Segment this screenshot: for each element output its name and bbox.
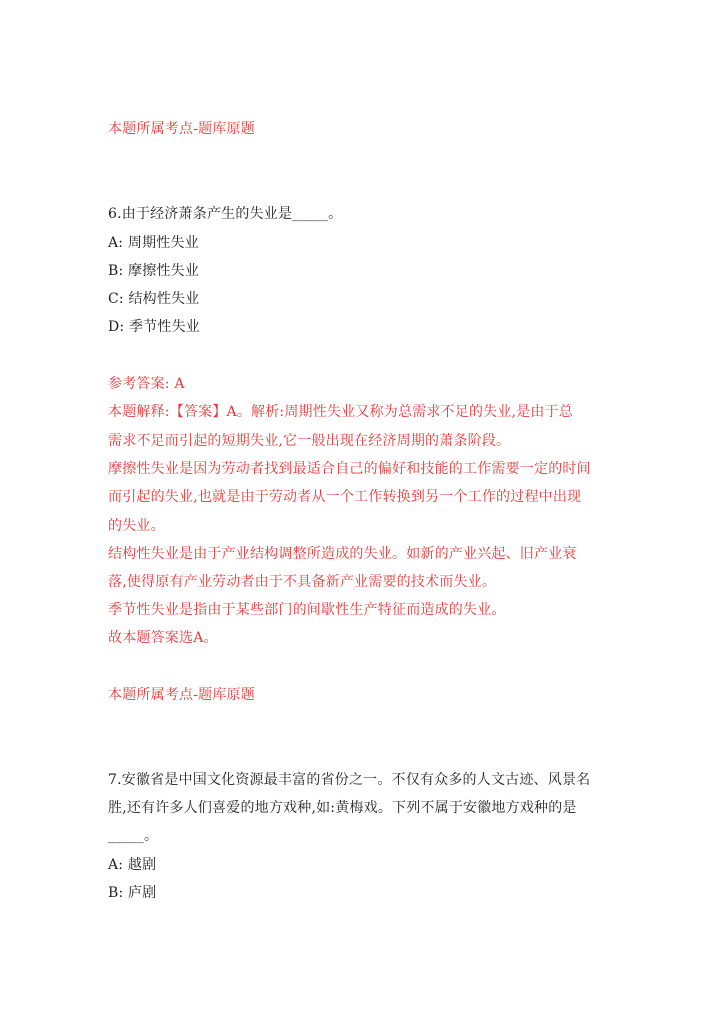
explanation-line: 落,使得原有产业劳动者由于不具备新产业需要的技术而失业。: [108, 574, 497, 590]
explanation-line: 摩擦性失业是因为劳动者找到最适合自己的偏好和技能的工作需要一定的时间: [108, 461, 591, 477]
explanation-line: 结构性失业是由于产业结构调整所造成的失业。如新的产业兴起、旧产业衰: [108, 546, 577, 562]
explanation-line: 本题解释:【答案】A。解析:周期性失业又称为总需求不足的失业,是由于总: [108, 404, 573, 420]
question-6-option-b: B: 摩擦性失业: [108, 263, 200, 279]
section-tag: 本题所属考点-题库原题: [108, 121, 255, 137]
explanation-line: 故本题答案选A。: [108, 630, 218, 646]
explanation-line: 需求不足而引起的短期失业,它一般出现在经济周期的萧条阶段。: [108, 433, 511, 449]
question-7-option-a: A: 越剧: [108, 857, 157, 873]
section-tag: 本题所属考点-题库原题: [108, 687, 255, 703]
answer-label: 参考答案: A: [108, 376, 185, 392]
question-7-option-b: B: 庐剧: [108, 885, 157, 901]
question-7-stem-line: 胜,还有许多人们喜爱的地方戏种,如:黄梅戏。下列不属于安徽地方戏种的是: [108, 800, 577, 816]
question-6-option-a: A: 周期性失业: [108, 235, 199, 251]
explanation-line: 而引起的失业,也就是由于劳动者从一个工作转换到另一个工作的过程中出现: [108, 489, 582, 505]
explanation-line: 季节性失业是指由于某些部门的间歇性生产特征而造成的失业。: [108, 602, 506, 618]
question-6-stem: 6.由于经济萧条产生的失业是_____。: [108, 206, 343, 222]
question-7-stem-line: _____。: [108, 828, 159, 844]
question-6-option-c: C: 结构性失业: [108, 291, 200, 307]
question-7-stem-line: 7.安徽省是中国文化资源最丰富的省份之一。不仅有众多的人文古迹、风景名: [108, 772, 591, 788]
question-6-option-d: D: 季节性失业: [108, 319, 200, 335]
explanation-line: 的失业。: [108, 518, 165, 534]
